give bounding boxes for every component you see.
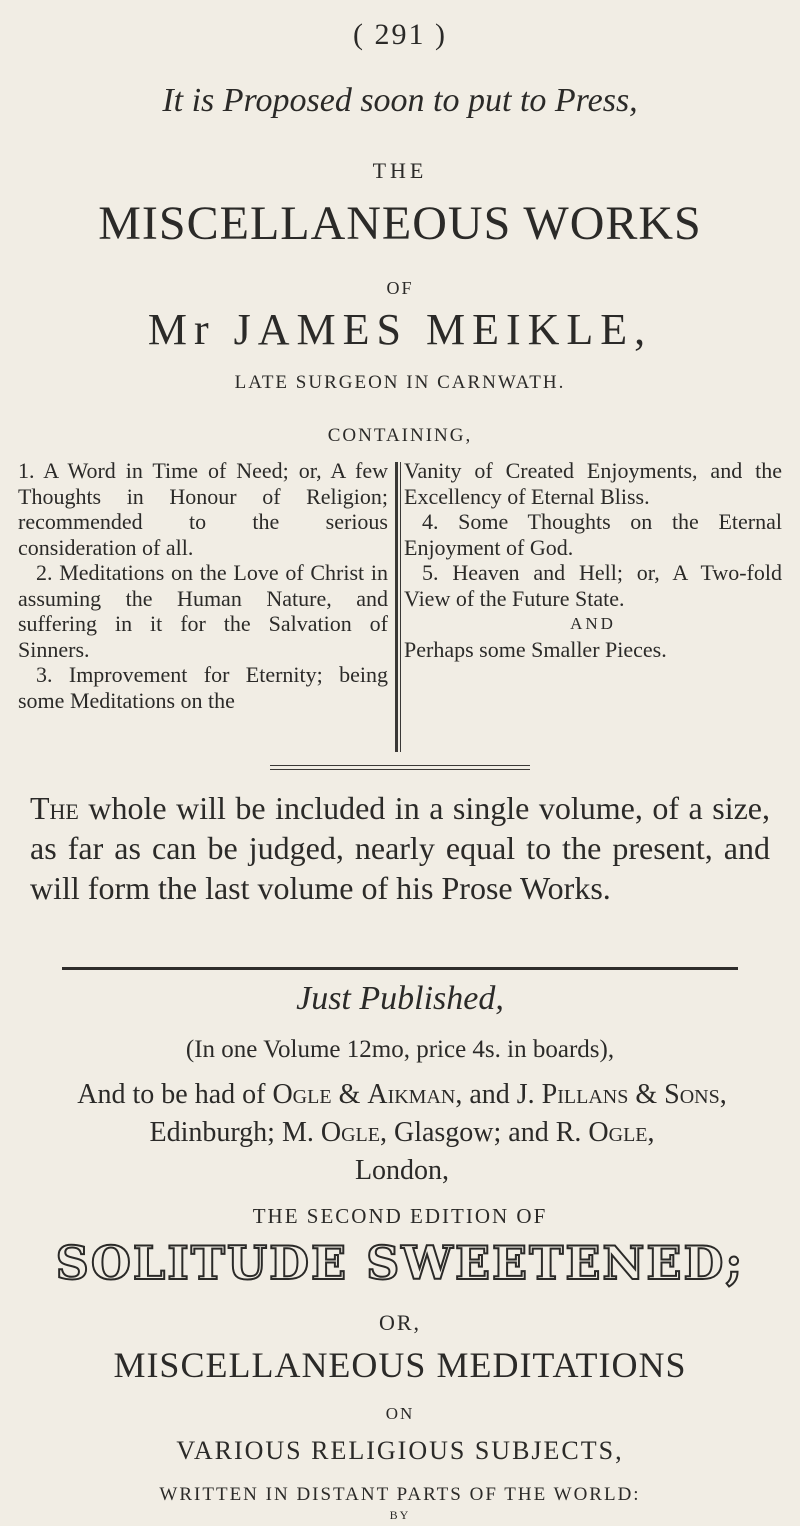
contents-item: Vanity of Created Enjoyments, and the Excellency of Eternal Bliss. [404, 458, 782, 509]
publisher-name: Pillans [541, 1079, 629, 1110]
contents-item: 3. Improvement for Eternity; being some Meditations on the [18, 662, 388, 713]
publishers-text: And to be had of [77, 1079, 273, 1110]
page-number: ( 291 ) [353, 18, 447, 51]
title-of: OF [386, 278, 414, 298]
author-name: Mr JAMES MEIKLE, [147, 305, 653, 354]
column-divider [400, 462, 401, 752]
publisher-name: Ogle [272, 1079, 332, 1110]
contents-and: AND [570, 614, 616, 633]
second-edition-written: WRITTEN IN DISTANT PARTS OF THE WORLD: [159, 1484, 641, 1505]
contents-heading: CONTAINING, [327, 425, 473, 446]
publishers-text: , [719, 1079, 727, 1110]
second-edition-title: SOLITUDE SWEETENED; [55, 1236, 745, 1290]
second-edition-by: BY [389, 1508, 411, 1522]
contents-right-column [404, 458, 782, 662]
contents-item: 1. A Word in Time of Need; or, A few Thoughts in Honour of Religion; recommended to the serious consideration of all. [18, 458, 388, 560]
section-divider [270, 769, 530, 770]
publishers-city: London, [354, 1155, 450, 1186]
author-description: LATE SURGEON IN CARNWATH. [234, 372, 566, 393]
publishers-text: & [331, 1079, 368, 1110]
contents-item: 4. Some Thoughts on the Eternal Enjoyment of God. [404, 509, 782, 560]
published-volume: (In one Volume 12mo, price 4s. in boards), [185, 1036, 615, 1063]
second-edition-intro: THE SECOND EDITION OF [252, 1204, 548, 1228]
publisher-name: Ogle [320, 1117, 380, 1148]
section-rule [62, 967, 738, 970]
publishers-text: , [647, 1117, 655, 1148]
contents-columns [18, 458, 782, 754]
second-edition-subjects: VARIOUS RELIGIOUS SUBJECTS, [176, 1436, 624, 1465]
section-divider [270, 765, 530, 766]
contents-item: 2. Meditations on the Love of Christ in assuming the Human Nature, and suffering in it for the Salvation of Sinners. [18, 560, 388, 662]
publishers-text: , Glasgow; and R. [379, 1117, 589, 1148]
publishers-text: , and J. [455, 1079, 542, 1110]
publisher-name: Aikman [367, 1079, 456, 1110]
second-edition-subtitle: MISCELLANEOUS MEDITATIONS [113, 1345, 687, 1385]
publishers-text: Edinburgh; M. [149, 1117, 321, 1148]
note-text: whole will be included in a single volume, of a size, as far as can be judged, nearly equal to the present, and will form the last volume of his Prose Works. [30, 790, 771, 906]
second-edition-on: ON [385, 1404, 415, 1423]
second-edition-or: OR, [378, 1310, 422, 1335]
publisher-name: Sons [664, 1079, 720, 1110]
title-article: THE [372, 158, 428, 183]
publishers-text: & [628, 1079, 665, 1110]
announcement: It is Proposed soon to put to Press, [162, 82, 638, 119]
contents-left-column [18, 458, 388, 713]
publisher-name: Ogle [588, 1117, 648, 1148]
contents-item: Perhaps some Smaller Pieces. [404, 636, 667, 662]
publishers-paragraph [32, 1076, 772, 1190]
book-title: MISCELLANEOUS WORKS [98, 197, 702, 250]
contents-item: 5. Heaven and Hell; or, A Two-fold View of the Future State. [404, 560, 782, 611]
published-heading: Just Published, [296, 980, 504, 1017]
note-paragraph [30, 788, 770, 908]
note-first-word: The [30, 790, 79, 826]
column-divider [395, 462, 398, 752]
